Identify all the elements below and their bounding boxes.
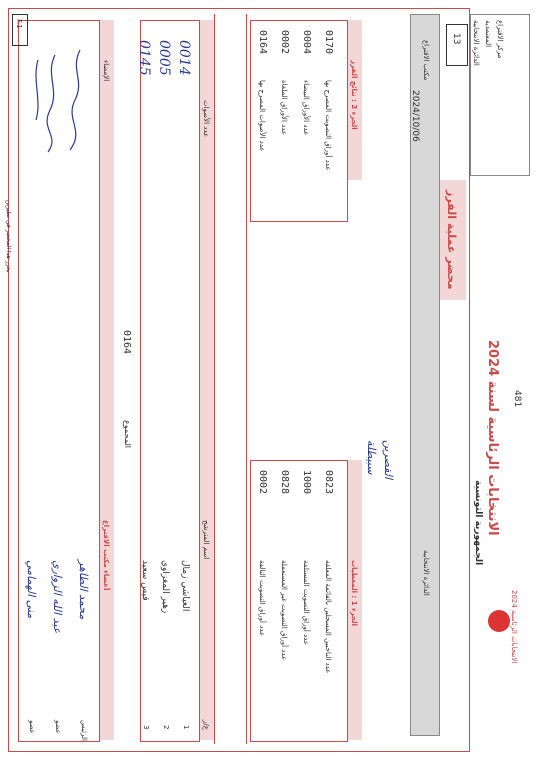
main-title: الانتخابات الرئاسية لسنة 2024 [485,340,500,536]
side-code-box [12,14,28,46]
office-label: مكتب الاقتراع [422,40,430,81]
total-value: 0164 [121,330,132,355]
emblem-icon [488,610,510,632]
logo-text: الانتخابات الرئاسية 2024 [510,590,518,664]
country-name: الجمهورية التونسية [473,480,483,566]
date-value: 2024/10/06 [410,90,420,142]
member-role-2: عضو [54,720,62,734]
s2-row-2-value: 0004 [301,30,312,55]
s2-row-1-label: عدد أوراق التصويت المصرح بها [324,80,332,171]
s2-row-4-label: عدد الأصوات المصرح بها [258,80,266,152]
admin-line-2: المعتمدية [484,20,492,48]
member-name-1: محمد الطاهر [77,560,90,620]
member-role-1: الرئيس [80,720,88,741]
results-table [140,20,200,742]
admin-line-3: مركز الاقتراع [496,20,504,59]
s2-row-1-value: 0170 [323,30,334,55]
office-code-box [446,24,468,66]
delegation-value: سبيطلة [365,440,378,475]
side-code: F.1 [15,19,23,29]
s2-row-2-label: عدد الأوراق البيضاء [302,80,310,136]
section2-title: الجزء 2 : نتائج الفرز [350,60,358,130]
divider-2 [214,14,215,744]
total-label: المجموع [123,420,132,448]
s1-row-4-label: عدد أوراق التصويت التالفة [258,560,266,637]
circonscription-value: القصرين [382,440,395,480]
members-title: أعضاء مكتب الاقتراع [102,520,110,591]
office-code: 13 [451,33,461,45]
result-row-2-votes: 0005 [156,40,172,76]
s2-row-4-value: 0164 [257,30,268,55]
member-role-3: عضو [28,720,36,734]
form-title: محضر عملية الفرز [445,190,458,290]
s1-row-1-label: عدد الناخبين المسجلين بالقائمة المعلقة [324,560,332,674]
signature-label: الإمضاء [102,60,110,82]
footnote: يحرر هذا المحضر في نظيرين [5,200,12,273]
result-row-1-votes: 0014 [176,40,192,76]
s2-row-3-value: 0002 [279,30,290,55]
s1-row-3-label: عدد أوراق التصويت غير المستعملة [280,560,288,661]
admin-line-1: الدائرة الانتخابية [472,20,480,66]
section1-title: الجزء 1 : المعطيات [350,560,358,627]
result-row-2-n: 2 [162,725,170,730]
s2-row-3-label: عدد الأوراق الملغاة [280,80,288,136]
members-header-band [100,20,114,740]
s1-row-4-value: 0002 [257,470,268,495]
result-row-3-votes: 0145 [136,40,152,76]
s1-row-2-value: 1000 [301,470,312,495]
result-row-1-n: 1 [182,725,190,730]
results-header-number: ع/ر [202,720,210,730]
results-header-name: اسم المترشح [202,520,210,560]
circonscription-label: الدائرة الانتخابية [422,550,430,596]
member-name-2: عبد الله الزواري [51,560,64,634]
result-row-1-name: العياشي زمال [180,560,190,612]
s1-row-1-value: 0823 [323,470,334,495]
result-row-3-n: 3 [142,725,150,730]
s1-row-2-label: عدد أوراق التصويت المستلمة [302,560,310,646]
page-number: 481 [512,390,522,408]
divider-1 [246,14,247,744]
result-row-2-name: زهير المغزاوي [160,560,170,614]
result-row-3-name: قيس سعيد [140,560,150,601]
results-header-votes: عدد الأصوات [202,100,210,138]
signature-marks [30,40,90,160]
s1-row-3-value: 0828 [279,470,290,495]
member-name-3: منى الهمامي [25,560,38,619]
